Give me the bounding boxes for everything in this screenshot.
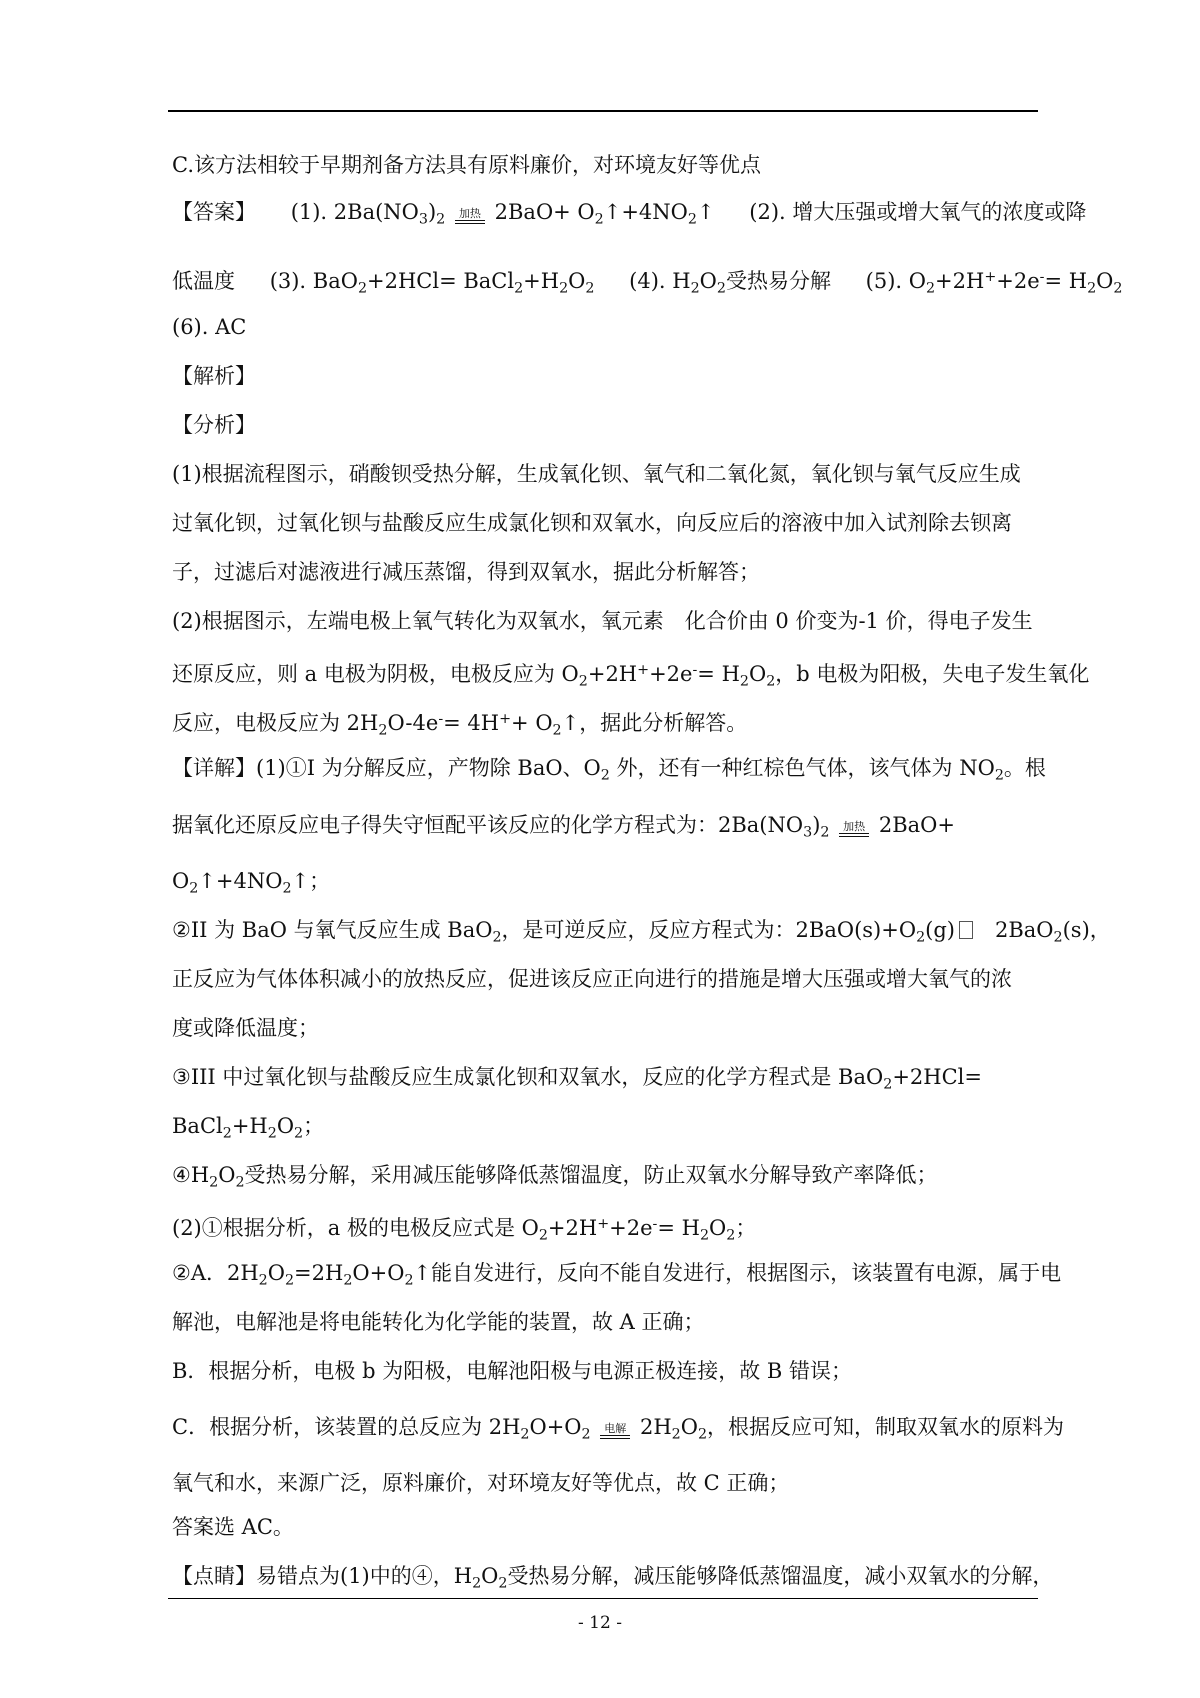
answer-heading: 【答案】	[172, 200, 256, 224]
analysis-heading: 【解析】	[172, 364, 256, 388]
text-line: 子，过滤后对滤液进行减压蒸馏，得到双氧水，据此分析解答；	[172, 560, 760, 584]
detail-line: ③III 中过氧化钡与盐酸反应生成氯化钡和双氧水，反应的化学方程式是 BaO$_2$+2HCl=	[172, 1065, 982, 1093]
page-number: - 12 -	[578, 1613, 622, 1633]
analysis-subheading: 【分析】	[172, 413, 256, 437]
text-line: (1)根据流程图示，硝酸钡受热分解，生成氧化钡、氧气和二氧化氮，氧化钡与氧气反应生成	[172, 462, 1021, 486]
header-rule	[168, 110, 1038, 112]
reversible-arrow-icon	[959, 921, 973, 939]
detail-line: 度或降低温度；	[172, 1016, 319, 1040]
text-line: 还原反应，则 a 电极为阴极，电极反应为 $O_2+2H^++2e^-= H_2O_2$，b 电极为阳极，失电子发生氧化	[172, 662, 1090, 690]
detail-line: 氧气和水，来源广泛，原料廉价，对环境友好等优点，故 C 正确；	[172, 1471, 790, 1495]
detail-line: (2)①根据分析，a 极的电极反应式是 $O_2+2H^++2e^-= H_2O_2$；	[172, 1216, 757, 1244]
tip-line: 【点睛】易错点为(1)中的④，$H_2O_2$受热易分解，减压能够降低蒸馏温度，减小双氧水的分解，	[172, 1564, 1054, 1592]
detail-line: 正反应为气体体积减小的放热反应，促进该反应正向进行的措施是增大压强或增大氧气的浓	[172, 967, 1012, 991]
detail-line: $BaCl_2+H_2O_2$；	[172, 1114, 325, 1142]
electrolysis-condition-arrow: 电解	[600, 1423, 630, 1439]
detail-line: ②A．$2H_2O_2=2H_2O+O_2↑$能自发进行，反向不能自发进行，根据图示，该装置有电源，属于电	[172, 1261, 1062, 1289]
detail-line: $O_2↑+4NO_2↑$；	[172, 869, 331, 897]
detail-line: $④H_2O_2$受热易分解，采用减压能够降低蒸馏温度，防止双氧水分解导致产率降低；	[172, 1163, 938, 1191]
detail-line: ②II 为 BaO 与氧气反应生成 BaO$_2$，是可逆反应，反应方程式为：$2BaO(s)+O_2(g)$ 2BaO$_2$(s)，	[172, 918, 1111, 946]
detail-line: 【详解】(1)①I 为分解反应，产物除 BaO、$O_2$ 外，还有一种红棕色气体，该气体为 $NO_2$。根	[172, 756, 1046, 784]
text-line: 过氧化钡，过氧化钡与盐酸反应生成氯化钡和双氧水，向反应后的溶液中加入试剂除去钡离	[172, 511, 1012, 535]
detail-line: B．根据分析，电极 b 为阳极，电解池阳极与电源正极连接，故 B 错误；	[172, 1359, 853, 1383]
text-line: 反应，电极反应为 $2H_2O-4e^-= 4H^++$ $O_2↑$，据此分析解答。	[172, 711, 748, 739]
footer-rule	[168, 1598, 1038, 1599]
detail-line: 据氧化还原反应电子得失守恒配平该反应的化学方程式为：$2Ba(NO_3)_2$ 加热 2BaO+	[172, 813, 955, 841]
detail-line: 答案选 AC。	[172, 1515, 294, 1539]
detail-line: C．根据分析，该装置的总反应为 $2H_2O+O_2$ 电解 $2H_2O_2$，根据反应可知，制取双氧水的原料为	[172, 1415, 1065, 1443]
heating-condition-arrow: 加热	[455, 208, 485, 224]
detail-line: 解池，电解池是将电能转化为化学能的装置，故 A 正确；	[172, 1310, 705, 1334]
option-c-line: C.该方法相较于早期剂备方法具有原料廉价，对环境友好等优点	[172, 153, 761, 177]
answer-line-2: 低温度 (3). $BaO_2+2HCl= BaCl_2+H_2O_2$ (4). $H_2O_2$受热易分解 (5). $O_2+2H^++2e^-= H_2O_2$	[172, 269, 1123, 297]
heating-condition-arrow: 加热	[839, 821, 869, 837]
answer-line-3: (6). AC	[172, 315, 247, 339]
answer-line-1: 【答案】 (1). $2Ba(NO_3)_2$ 加热 $2BaO+ O_2↑+4NO_2↑$ (2). 增大压强或增大氧气的浓度或降	[172, 200, 1087, 228]
text-line: (2)根据图示，左端电极上氧气转化为双氧水，氧元素 化合价由 0 价变为-1 价，得电子发生	[172, 609, 1033, 633]
